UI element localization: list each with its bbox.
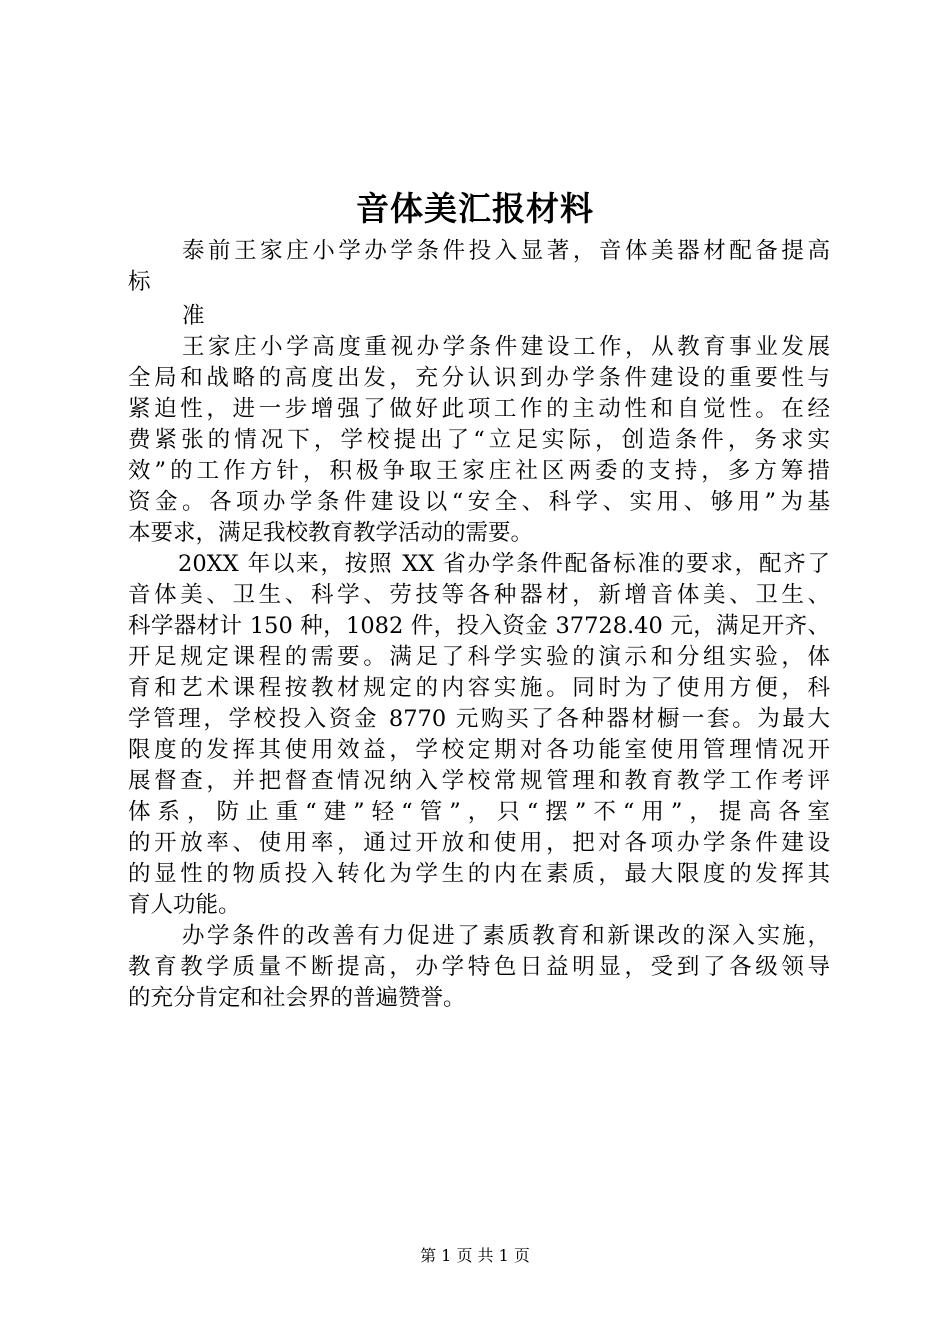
document-title: 音体美汇报材料 [356,189,594,228]
text-line: 开足规定课程的需要。满足了科学实验的演示和分组实验，体 [128,644,830,670]
text-line: 限度的发挥其使用效益，学校定期对各功能室使用管理情况开 [128,737,830,763]
text-line: 资金。各项办学条件建设以“安全、科学、实用、够用”为基 [128,489,830,515]
text-line: 体系，防止重“建”轻“管”，只“摆”不“用”，提高各室 [128,799,830,825]
text-line: 办学条件的改善有力促进了素质教育和新课改的深入实施， [182,923,830,949]
page-footer: 第 1 页 共 1 页 [420,1246,530,1265]
document-body [128,236,830,1014]
heading-line: 准 [182,303,205,329]
text-line: 全局和战略的高度出发，充分认识到办学条件建设的重要性与 [128,365,830,391]
text-line: 紧迫性，进一步增强了做好此项工作的主动性和自觉性。在经 [128,396,830,422]
paragraph-1 [128,332,830,549]
heading-line: 标 [128,269,151,295]
text-line: 的开放率、使用率，通过开放和使用，把对各项办学条件建设 [128,830,830,856]
text-line: 学管理，学校投入资金 8770 元购买了各种器材橱一套。为最大 [128,706,830,732]
heading-block [128,236,830,332]
text-line: 音体美、卫生、科学、劳技等各种器材，新增音体美、卫生、 [128,582,830,608]
text-line: 的显性的物质投入转化为学生的内在素质，最大限度的发挥其 [128,861,830,887]
paragraph-2 [128,549,830,921]
text-line: 王家庄小学高度重视办学条件建设工作，从教育事业发展 [182,334,830,360]
text-line: 科学器材计 150 种，1082 件，投入资金 37728.40 元，满足开齐、 [128,613,830,639]
text-line: 效”的工作方针，积极争取王家庄社区两委的支持，多方筹措 [128,458,830,484]
paragraph-3 [128,921,830,1014]
text-line: 育人功能。 [128,892,241,918]
text-line: 的充分肯定和社会界的普遍赞誉。 [128,985,466,1011]
text-line: 20XX 年以来，按照 XX 省办学条件配备标准的要求，配齐了 [178,551,830,577]
text-line: 本要求，满足我校教育教学活动的需要。 [128,520,534,546]
text-line: 育和艺术课程按教材规定的内容实施。同时为了使用方便，科 [128,675,830,701]
heading-line: 泰前王家庄小学办学条件投入显著，音体美器材配备提高 [182,238,830,264]
text-line: 教育教学质量不断提高，办学特色日益明显，受到了各级领导 [128,954,830,980]
text-line: 费紧张的情况下，学校提出了“立足实际，创造条件，务求实 [128,427,830,453]
text-line: 展督查，并把督查情况纳入学校常规管理和教育教学工作考评 [128,768,830,794]
